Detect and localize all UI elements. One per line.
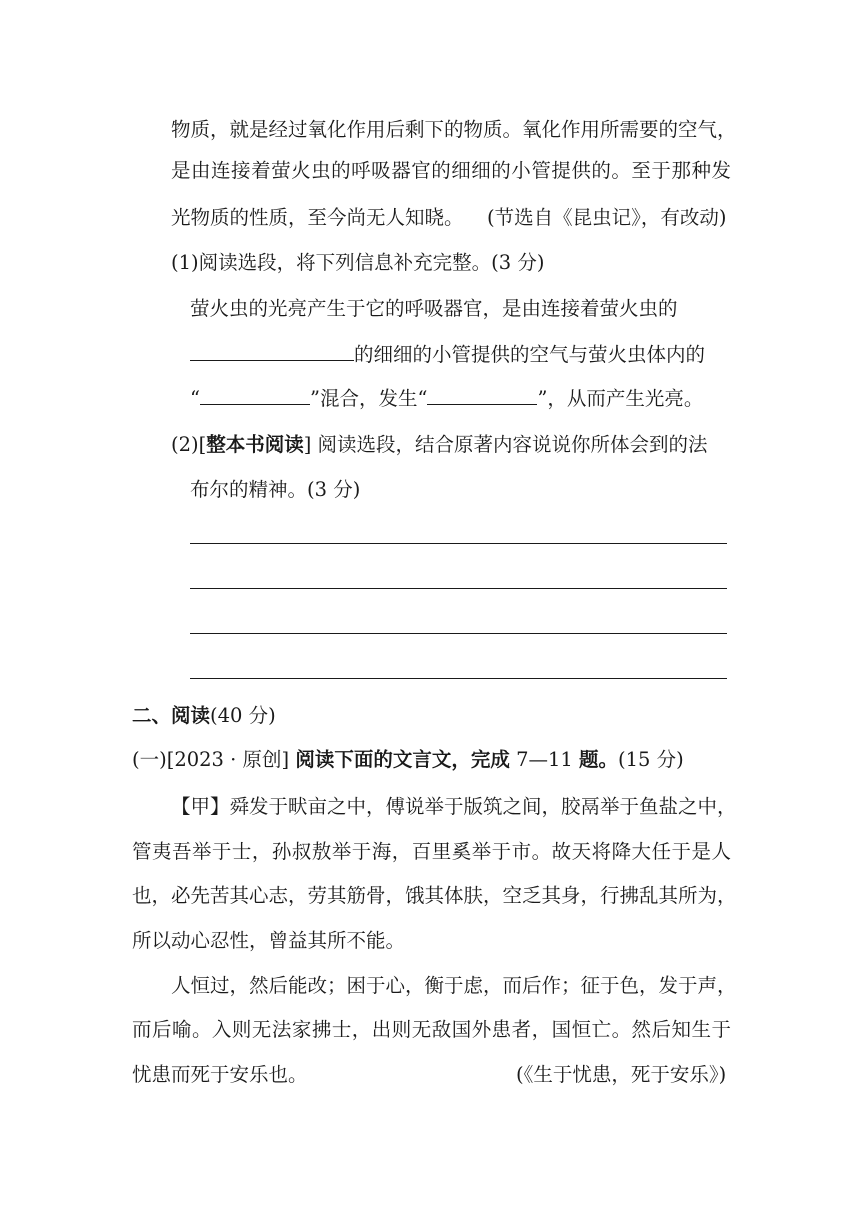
classical-source: (《生于忧患，死于安乐》) <box>516 1063 727 1086</box>
part1-range: 7—11 <box>509 748 579 771</box>
q1-line-1: 萤火虫的光亮产生于它的呼吸器官，是由连接着萤火虫的 <box>190 297 678 320</box>
q1-line-3 <box>190 386 703 412</box>
passage-line-2: 是由连接着萤火虫的呼吸器官的细细的小管提供的。至于那种发 <box>171 159 731 182</box>
answer-line-3[interactable] <box>190 633 727 634</box>
passage-source: (节选自《昆虫记》，有改动) <box>487 206 727 229</box>
classical-p2-line-3: 忧患而死于安乐也。 <box>132 1063 308 1086</box>
part1-instruction-text: 阅读下面的文言文，完成 <box>295 748 510 771</box>
q2-stem <box>171 432 708 458</box>
part1-prefix: (一)[2023 · 原创] <box>132 748 296 771</box>
q1-open-quote: “ <box>190 387 200 410</box>
classical-p1-line-2: 管夷吾举于士，孙叔敖举于海，百里奚举于市。故天将降大任于是人 <box>132 840 731 863</box>
q2-rest: ] 阅读选段，结合原著内容说说你所体会到的法 <box>303 433 708 456</box>
q2-tag: 整本书阅读 <box>206 433 304 456</box>
section-heading <box>132 703 276 729</box>
classical-p1-line-1: 【甲】舜发于畎亩之中，傅说举于版筑之间，胶鬲举于鱼盐之中， <box>171 795 737 818</box>
classical-p2-line-1: 人恒过，然后能改；困于心，衡于虑，而后作；征于色，发于声， <box>171 974 737 997</box>
q1-blank-2[interactable] <box>200 386 310 405</box>
q1-line-2 <box>190 342 705 368</box>
part1-instruction <box>132 747 684 773</box>
q1-blank-1[interactable] <box>190 342 354 361</box>
passage-line-1: 物质，就是经过氧化作用后剩下的物质。氧化作用所需要的空气， <box>171 118 737 141</box>
q1-result-text: ”，从而产生光亮。 <box>537 387 704 410</box>
q2-line-2: 布尔的精神。(3 分) <box>190 478 361 501</box>
classical-p2-line-2: 而后喻。入则无法家拂士，出则无敌国外患者，国恒亡。然后知生于 <box>132 1018 731 1041</box>
answer-line-4[interactable] <box>190 678 727 679</box>
q1-blank-3[interactable] <box>427 386 537 405</box>
q1-mix-text: ”混合，发生“ <box>309 387 428 410</box>
section-title: 二、阅读 <box>132 704 211 727</box>
answer-line-2[interactable] <box>190 588 727 589</box>
classical-p1-line-3: 也，必先苦其心志，劳其筋骨，饿其体肤，空乏其身，行拂乱其所为， <box>132 884 737 907</box>
passage-line-3: 光物质的性质，至今尚无人知晓。 <box>171 206 464 229</box>
section-score: (40 分) <box>210 704 276 727</box>
q1-stem: (1)阅读选段，将下列信息补充完整。(3 分) <box>171 251 545 274</box>
classical-p1-line-4: 所以动心忍性，曾益其所不能。 <box>132 929 406 952</box>
part1-suffix: 题。 <box>579 748 619 771</box>
answer-line-1[interactable] <box>190 543 727 544</box>
q2-prefix: (2)[ <box>171 433 207 456</box>
q1-line-2-text: 的细细的小管提供的空气与萤火虫体内的 <box>354 343 706 366</box>
part1-score: (15 分) <box>618 748 684 771</box>
